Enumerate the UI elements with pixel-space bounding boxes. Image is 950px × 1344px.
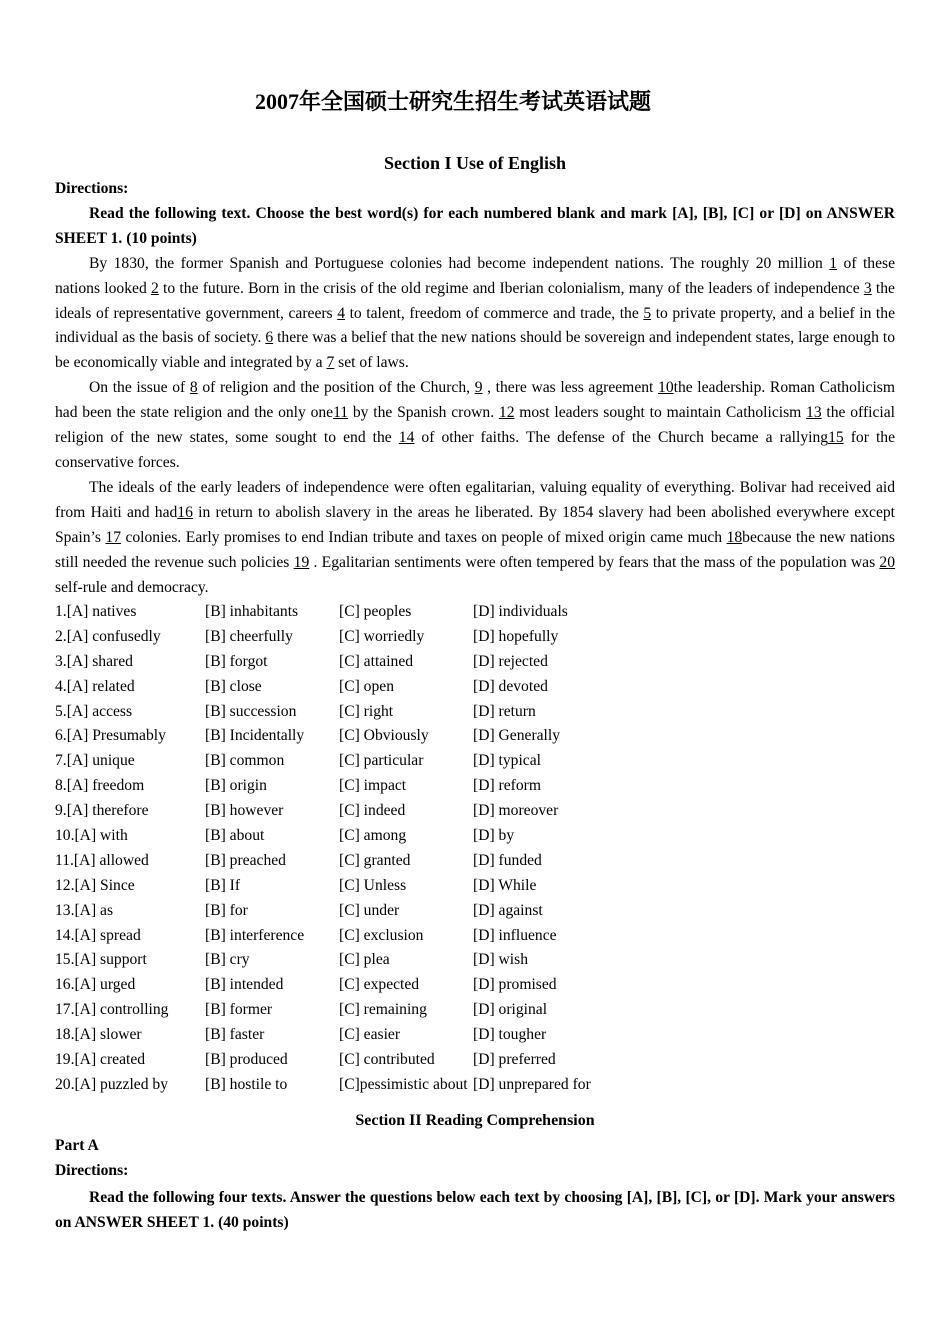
blank-number: 4: [337, 304, 345, 322]
option-choice: [B] common: [205, 752, 285, 770]
section1-directions-label: Directions:: [55, 180, 129, 197]
option-choice: [D] devoted: [473, 677, 548, 695]
section1-heading: Section I Use of English: [383, 153, 567, 173]
option-choice: [B] former: [205, 1001, 273, 1019]
passage-paragraph-1: By 1830, the former Spanish and Portuguese colonies had become independent nations. The roughly 20 million 1 of these nations looked 2 to the future. Born in the crisis of the old regime and Iberian colonialism, many of the leaders of independence 3 the ideals of representative government, careers 4 to talent, freedom of commerce and trade, the 5 to private property, and a belief in the individual as the basis of society. 6 there was a belief that the new nations should be sovereign and independent states, large enough to be economically viable and integrated by a 7 set of laws.: [55, 254, 895, 372]
exam-title: 2007年全国硕士研究生招生考试英语试题: [255, 89, 652, 114]
blank-number: 12: [498, 404, 515, 422]
option-choice: [C] granted: [339, 851, 411, 869]
option-choice: [C] plea: [339, 951, 390, 969]
option-choice: [D] influence: [473, 926, 557, 944]
option-choice: [D] against: [473, 901, 543, 919]
option-choice: [C] right: [339, 702, 394, 720]
option-choice: [B] faster: [205, 1026, 265, 1044]
blank-number: 10: [658, 379, 674, 397]
option-choice: [B] inhabitants: [205, 603, 299, 620]
option-choice: 5.[A] access: [55, 702, 133, 720]
option-choice: 4.[A] related: [55, 677, 135, 695]
option-choice: 14.[A] spread: [55, 926, 141, 944]
blank-number: 5: [643, 304, 652, 322]
option-choice: [C] attained: [339, 652, 414, 670]
option-choice: [D] by: [473, 827, 515, 845]
option-choice: 16.[A] urged: [55, 976, 136, 994]
option-choice: [D] preferred: [473, 1051, 556, 1069]
option-choice: [C] remaining: [339, 1001, 427, 1019]
option-choice: [C] particular: [339, 752, 424, 770]
option-choice: [D] While: [473, 876, 537, 894]
option-choice: [B] for: [205, 901, 248, 919]
option-choice: [D] typical: [473, 752, 541, 770]
option-choice: [B] cheerfully: [205, 627, 293, 645]
option-choice: [D] individuals: [473, 603, 568, 620]
option-choice: [D] funded: [473, 851, 542, 869]
option-choice: 8.[A] freedom: [55, 777, 145, 795]
blank-number: 2: [151, 279, 159, 297]
section1-body: [55, 177, 895, 600]
option-choice: [C] worriedly: [339, 627, 425, 645]
blank-number: 11: [333, 404, 349, 422]
option-choice: [B] If: [205, 876, 241, 894]
blank-number: 9: [474, 379, 483, 397]
blank-number: 16: [177, 503, 193, 521]
blank-number: 14: [398, 429, 415, 447]
option-choice: 3.[A] shared: [55, 652, 133, 670]
option-choice: [B] however: [205, 802, 284, 820]
option-choice: [B] produced: [205, 1051, 288, 1069]
option-choice: [C] impact: [339, 777, 407, 795]
option-choice: 17.[A] controlling: [55, 1001, 169, 1019]
option-choice: [C] Obviously: [339, 727, 429, 745]
option-choice: [D] reform: [473, 777, 541, 795]
blank-number: 6: [265, 329, 274, 347]
option-choice: [C] peoples: [339, 603, 412, 620]
option-choice: [B] preached: [205, 851, 286, 869]
blank-number: 8: [189, 379, 198, 397]
option-choice: 10.[A] with: [55, 827, 128, 845]
option-choice: [C] under: [339, 901, 400, 919]
option-choice: [C] contributed: [339, 1051, 435, 1069]
option-choice: [D] rejected: [473, 652, 548, 670]
option-choice: [C] expected: [339, 976, 420, 994]
option-choice: [C] indeed: [339, 802, 406, 820]
option-choice: 13.[A] as: [55, 901, 114, 919]
blank-number: 3: [863, 279, 872, 297]
option-choice: 11.[A] allowed: [55, 851, 149, 869]
option-choice: [C] easier: [339, 1026, 401, 1044]
option-choice: [D] hopefully: [473, 627, 559, 645]
option-choice: [B] intended: [205, 976, 284, 994]
option-choice: 20.[A] puzzled by: [55, 1075, 169, 1093]
option-choice: [B] forgot: [205, 652, 268, 670]
option-choice: [C] among: [339, 827, 407, 845]
blank-number: 1: [829, 254, 838, 272]
section1-directions-text: Read the following text. Choose the best word(s) for each numbered blank and mark [A], [B], [C] or [D] on ANSWER SHEET 1. (10 points): [55, 204, 895, 247]
option-choice: [C] Unless: [339, 876, 407, 894]
option-choice: [B] cry: [205, 951, 250, 969]
blank-number: 19: [293, 553, 310, 571]
option-choice: [D] wish: [473, 951, 529, 969]
option-choice: [D] Generally: [473, 727, 561, 745]
section2-directions-label: Directions:: [55, 1162, 129, 1179]
option-choice: [D] original: [473, 1001, 548, 1019]
option-choice: [C] exclusion: [339, 926, 424, 944]
option-choice: [C]pessimistic about: [339, 1075, 468, 1093]
passage-paragraph-3: The ideals of the early leaders of independence were often egalitarian, valuing equality of everything. Bolivar had received aid from Haiti and had16 in return to abolish slavery in the areas he liberated. By 1854 slavery had been abolished everywhere except Spain’s 17 colonies. Early promises to end Indian tribute and taxes on people of mixed origin came much 18because the new nations still needed the revenue such policies 19 . Egalitarian sentiments were often tempered by fears that the mass of the population was 20 self-rule and democracy.: [55, 478, 895, 596]
option-choice: 7.[A] unique: [55, 752, 135, 770]
option-choice: [B] succession: [205, 702, 297, 720]
option-choice: [D] return: [473, 702, 536, 720]
option-choice: [B] about: [205, 827, 265, 845]
option-choice: [B] Incidentally: [205, 727, 305, 745]
option-choice: 19.[A] created: [55, 1051, 146, 1069]
option-choice: 9.[A] therefore: [55, 802, 149, 820]
blank-number: 13: [806, 404, 822, 422]
option-choice: [D] promised: [473, 976, 557, 994]
part-a-label: Part A: [55, 1137, 99, 1154]
option-choice: [D] moreover: [473, 802, 559, 820]
option-choice: 6.[A] Presumably: [55, 727, 166, 745]
section2-directions-text: Read the following four texts. Answer the questions below each text by choosing [A], [B], [C], or [D]. Mark your answers on ANSWER SHEET 1. (40 points): [55, 1189, 895, 1231]
section2-heading: Section II Reading Comprehension: [355, 1112, 595, 1129]
option-choice: [B] interference: [205, 926, 305, 944]
option-choice: 15.[A] support: [55, 951, 147, 969]
option-choice: [B] hostile to: [205, 1075, 288, 1093]
option-choice: 18.[A] slower: [55, 1026, 142, 1044]
option-choice: [B] close: [205, 677, 262, 695]
blank-number: 7: [326, 354, 335, 372]
passage-paragraph-2: On the issue of 8 of religion and the position of the Church, 9 , there was less agreement 10the leadership. Roman Catholicism had been the state religion and the only one11 by the Spanish crown. 12 most leaders sought to maintain Catholicism 13 the official religion of the new states, some sought to end the 14 of other faiths. The defense of the Church became a rallying15 for the conservative forces.: [55, 379, 896, 471]
option-choice: [D] unprepared for: [473, 1075, 591, 1093]
blank-number: 20: [879, 553, 895, 571]
option-choice: 12.[A] Since: [55, 876, 135, 894]
option-choice: [D] tougher: [473, 1026, 547, 1044]
option-choice: [B] origin: [205, 777, 267, 795]
blank-number: 18: [726, 528, 743, 546]
option-choice: 2.[A] confusedly: [55, 627, 161, 645]
option-choice: 1.[A] natives: [55, 603, 137, 620]
blank-number: 15: [828, 429, 844, 447]
blank-number: 17: [105, 528, 121, 546]
option-choice: [C] open: [339, 677, 394, 695]
